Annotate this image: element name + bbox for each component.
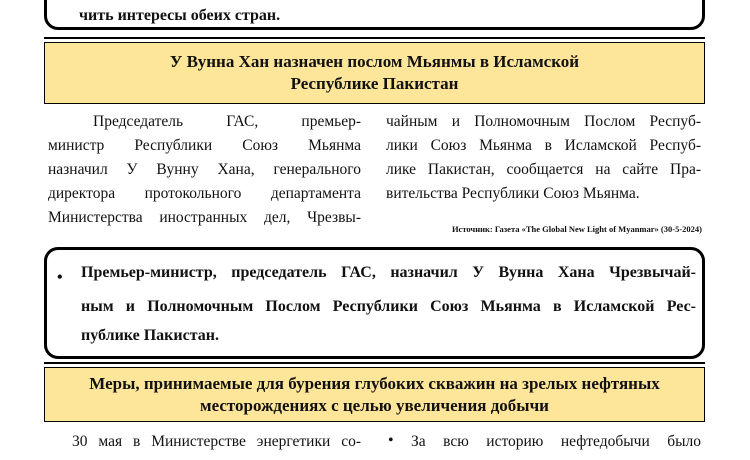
section-rule [44,37,705,39]
article-1-left-column [48,110,361,230]
paragraph-line: назначил У Вунну Хана, генерального [48,161,361,178]
paragraph-line: вительства Республики Союз Мьянма. [386,185,640,202]
paragraph-line: директора протокольного департамента [48,185,361,202]
summary-line: публике Пакистан. [81,327,219,344]
article-1-title [44,42,705,104]
previous-summary-last-line: чить интересы обеих стран. [79,7,281,24]
summary-line: Премьер-министр, председатель ГАС, назначил У Вунна Хана Чрезвычай- [81,264,696,281]
article-2-right-column [411,430,701,454]
bullet-icon: • [388,432,394,449]
paragraph-line: лике Пакистан, сообщается на сайте Пра- [386,161,701,178]
previous-summary-box [44,0,705,30]
article-2-title-line: месторождениях с целью увеличения добычи [200,396,549,415]
paragraph-line: 30 мая в Министерстве энергетики со- [72,433,361,450]
paragraph-line: лики Союз Мьянма в Исламской Респуб- [386,137,701,154]
paragraph-line: За всю историю нефтедобычи было [411,433,701,450]
article-1-source: Источник: Газета «The Global New Light of Myanmar» (30-5-2024) [451,224,702,234]
section-rule [44,362,705,364]
paragraph-line: Министерства иностранных дел, Чрезвы- [48,209,361,226]
paragraph-line: чайным и Полномочным Послом Респуб- [386,113,701,130]
article-2-left-column [48,430,361,454]
paragraph-line: Председатель ГАС, премьер- [93,113,361,130]
summary-line: ным и Полномочным Послом Республики Союз Мьянма в Исламской Рес- [81,298,696,315]
article-1-title-line: У Вунна Хан назначен послом Мьянмы в Исламской [169,52,580,71]
bullet-icon: • [57,269,63,286]
article-2-title-line: Меры, принимаемые для бурения глубоких скважин на зрелых нефтяных [89,374,660,393]
article-2-title [44,367,705,422]
paragraph-line: министр Республики Союз Мьянма [48,137,361,154]
article-1-right-column [386,110,701,206]
article-1-title-line: Республике Пакистан [290,74,459,93]
summary-box [44,247,705,359]
